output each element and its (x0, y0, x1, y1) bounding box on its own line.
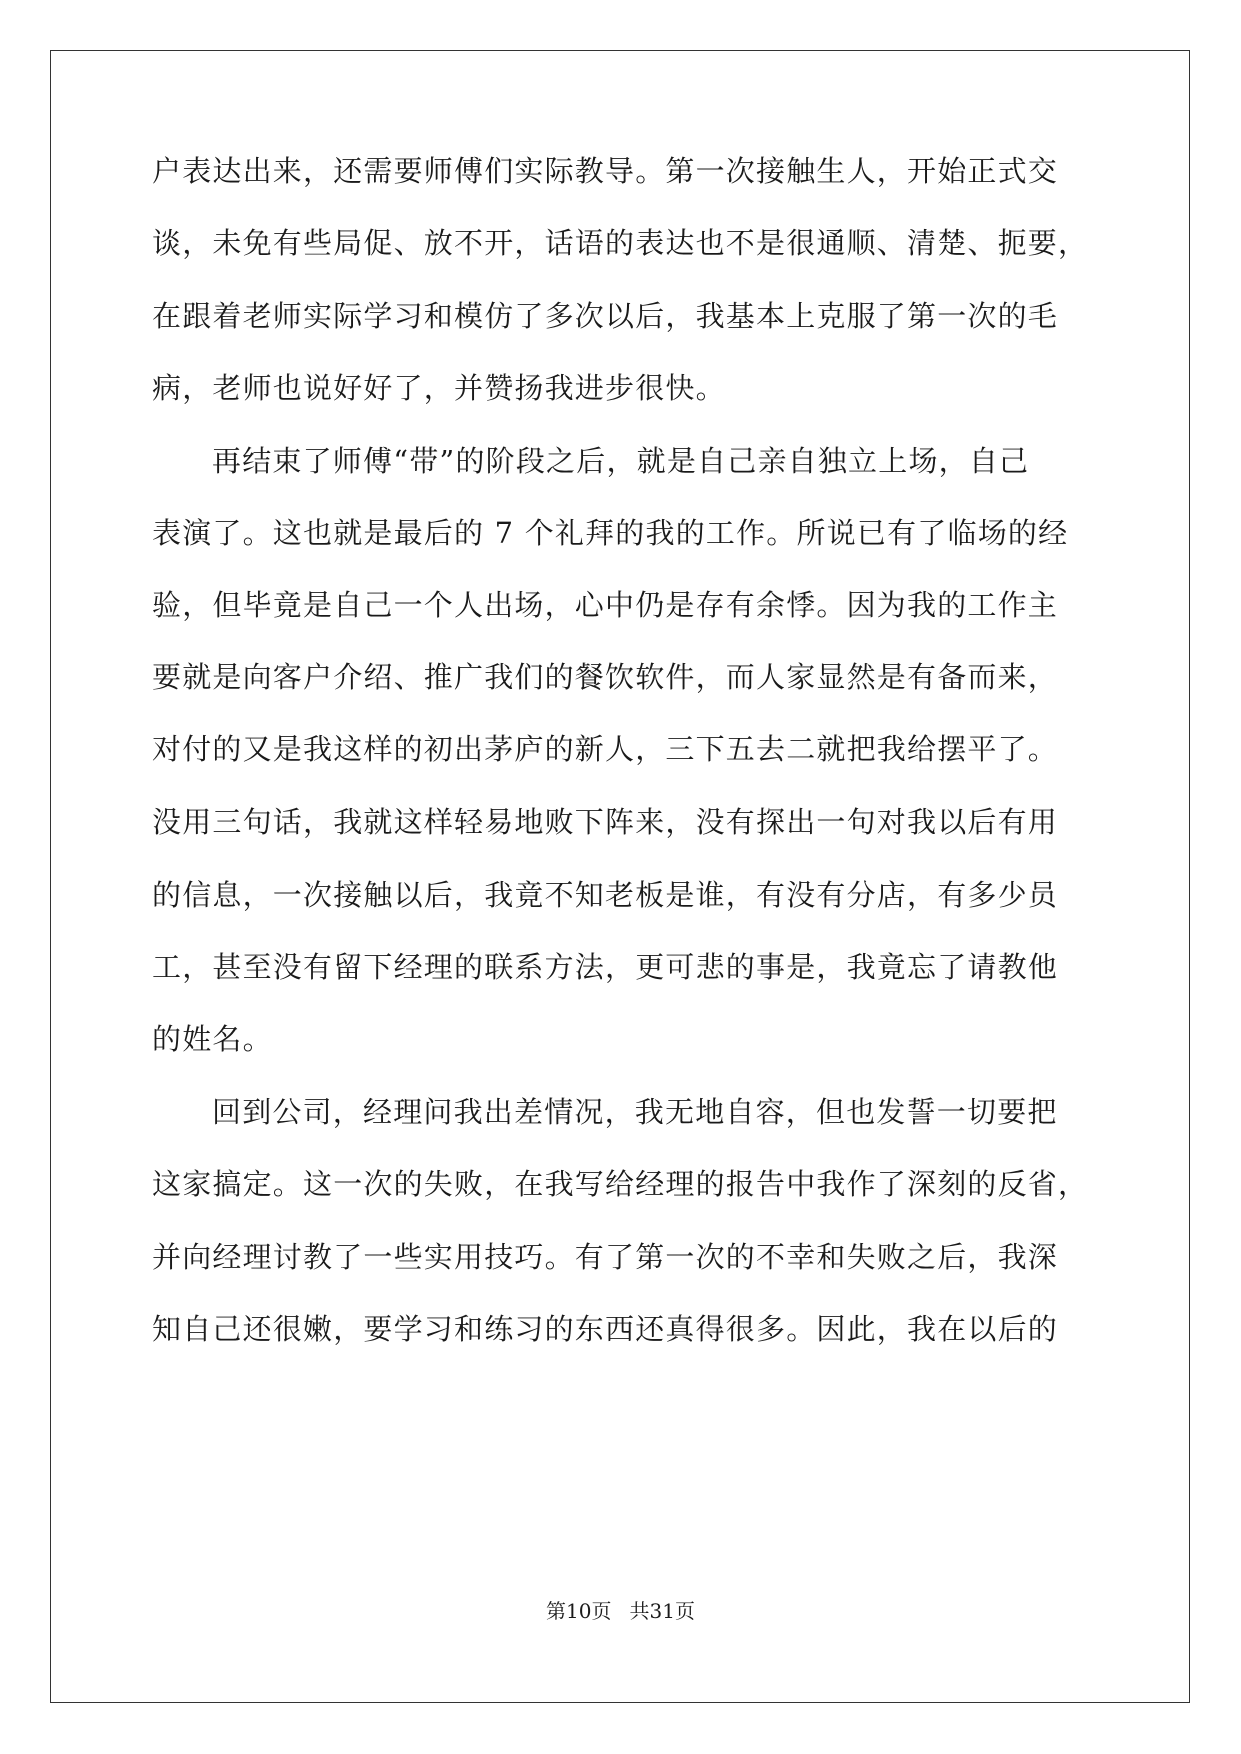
text-line: 谈，未免有些局促、放不开，话语的表达也不是很通顺、清楚、扼要， (152, 226, 1089, 260)
text-line: 表演了。这也就是最后的 7 个礼拜的我的工作。所说已有了临场的经 (152, 516, 1069, 550)
text-line: 验，但毕竟是自己一个人出场，心中仍是存有余悸。因为我的工作主 (152, 588, 1059, 622)
text-line: 并向经理讨教了一些实用技巧。有了第一次的不幸和失败之后，我深 (152, 1240, 1059, 1274)
text-line: 工，甚至没有留下经理的联系方法，更可悲的事是，我竟忘了请教他 (152, 950, 1059, 984)
text-line: 对付的又是我这样的初出茅庐的新人，三下五去二就把我给摆平了。 (152, 732, 1059, 766)
text-line: 的信息，一次接触以后，我竟不知老板是谁，有没有分店，有多少员 (152, 878, 1059, 912)
text-line: 再结束了师傅“带”的阶段之后，就是自己亲自独立上场，自己 (212, 444, 1030, 478)
page-footer (0, 1598, 1241, 1624)
text-line: 这家搞定。这一次的失败，在我写给经理的报告中我作了深刻的反省， (152, 1167, 1089, 1201)
text-line: 病，老师也说好好了，并赞扬我进步很快。 (152, 371, 726, 405)
text-line: 要就是向客户介绍、推广我们的餐饮软件，而人家显然是有备而来， (152, 660, 1059, 694)
text-line: 户表达出来，还需要师傅们实际教导。第一次接触生人，开始正式交 (152, 154, 1059, 188)
text-line: 在跟着老师实际学习和模仿了多次以后，我基本上克服了第一次的毛 (152, 299, 1059, 333)
text-line: 没用三句话，我就这样轻易地败下阵来，没有探出一句对我以后有用 (152, 805, 1059, 839)
text-line: 回到公司，经理问我出差情况，我无地自容，但也发誓一切要把 (212, 1095, 1058, 1129)
page-number: 第10页 (546, 1599, 612, 1623)
text-line: 知自己还很嫩，要学习和练习的东西还真得很多。因此，我在以后的 (152, 1312, 1059, 1346)
page-total: 共31页 (629, 1599, 695, 1623)
text-line: 的姓名。 (152, 1022, 273, 1056)
